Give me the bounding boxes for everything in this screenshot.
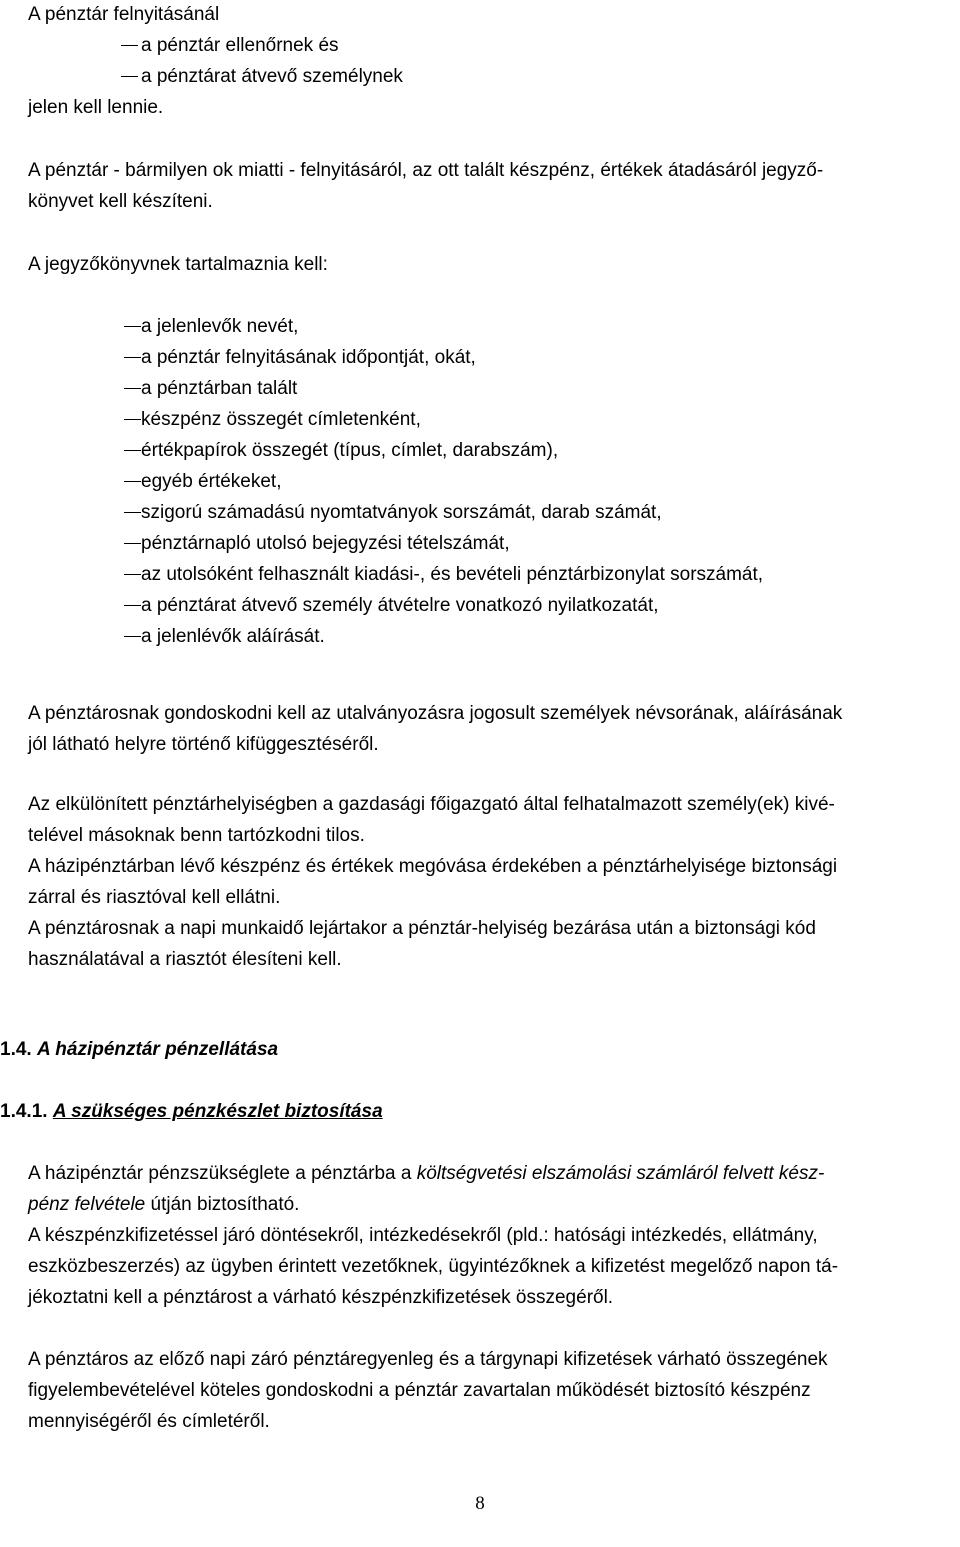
dash-icon bbox=[124, 326, 141, 327]
opening-title: A pénztár felnyitásánál bbox=[28, 4, 220, 25]
section-number: 1.4. bbox=[0, 1039, 32, 1060]
opening-item bbox=[28, 61, 932, 92]
list-item-text: a jelenlévők aláírását. bbox=[141, 626, 325, 647]
list-item bbox=[28, 311, 932, 342]
opening-closing: jelen kell lennie. bbox=[28, 97, 164, 118]
list-item bbox=[28, 590, 932, 621]
cashier-para-line: figyelembevételével köteles gondoskodni a pénztár zavartalan működését biztosító készpénz bbox=[28, 1380, 811, 1401]
dash-icon bbox=[121, 76, 138, 77]
section-heading-1-4 bbox=[0, 1034, 278, 1065]
opening-item-text: a pénztárat átvevő személynek bbox=[141, 66, 403, 87]
alarm-para-line: A pénztárosnak a napi munkaidő lejártakor a pénztár-helyiség bezárása után a biztonsági kód bbox=[28, 918, 816, 939]
supply-text: A házipénztár pénzszükséglete a pénztárba a bbox=[28, 1163, 417, 1184]
dash-icon bbox=[121, 45, 138, 46]
list-item-text: készpénz összegét címletenként, bbox=[141, 409, 421, 430]
minutes-para-line: könyvet kell készíteni. bbox=[28, 191, 213, 212]
dash-icon bbox=[124, 574, 141, 575]
contents-intro: A jegyzőkönyvnek tartalmaznia kell: bbox=[28, 254, 328, 275]
supply-para-line bbox=[28, 1189, 932, 1220]
dash-icon bbox=[124, 357, 141, 358]
section-number: 1.4.1. bbox=[0, 1101, 48, 1122]
list-item-text: a jelenlevők nevét, bbox=[141, 316, 299, 337]
dash-icon bbox=[124, 481, 141, 482]
signatures-para-line: A pénztárosnak gondoskodni kell az utalványozásra jogosult személyek névsorának, aláírásának bbox=[28, 703, 843, 724]
dash-icon bbox=[124, 636, 141, 637]
list-item-text: a pénztárban talált bbox=[141, 378, 298, 399]
payout-para-line: jékoztatni kell a pénztárost a várható készpénzkifizetések összegéről. bbox=[28, 1287, 614, 1308]
section-heading-1-4-1 bbox=[0, 1096, 383, 1127]
list-item bbox=[28, 404, 932, 435]
supply-text-italic: pénz felvétele bbox=[28, 1194, 146, 1215]
page-number: 8 bbox=[475, 1493, 485, 1514]
dash-icon bbox=[124, 388, 141, 389]
list-item bbox=[28, 373, 932, 404]
list-item bbox=[28, 528, 932, 559]
dash-icon bbox=[124, 605, 141, 606]
section-title: A házipénztár pénzellátása bbox=[36, 1039, 279, 1060]
opening-item bbox=[28, 30, 932, 61]
dash-icon bbox=[124, 543, 141, 544]
room-para-line: telével másoknak benn tartózkodni tilos. bbox=[28, 825, 365, 846]
list-item-text: pénztárnapló utolsó bejegyzési tételszámát, bbox=[141, 533, 510, 554]
supply-text: útján biztosítható. bbox=[145, 1194, 300, 1215]
list-item-text: egyéb értékeket, bbox=[141, 471, 282, 492]
room-para-line: Az elkülönített pénztárhelyiségben a gazdasági főigazgató által felhatalmazott személy(ek) kivé- bbox=[28, 794, 835, 815]
dash-icon bbox=[124, 450, 141, 451]
list-item bbox=[28, 559, 932, 590]
lock-para-line: A házipénztárban lévő készpénz és értékek megóvása érdekében a pénztárhelyisége biztonsági bbox=[28, 856, 838, 877]
list-item bbox=[28, 435, 932, 466]
list-item-text: a pénztárat átvevő személy átvételre vonatkozó nyilatkozatát, bbox=[141, 595, 659, 616]
list-item-text: szigorú számadású nyomtatványok sorszámát, darab számát, bbox=[141, 502, 662, 523]
list-item bbox=[28, 497, 932, 528]
supply-para-line bbox=[28, 1158, 932, 1189]
list-item-text: az utolsóként felhasznált kiadási-, és bevételi pénztárbizonylat sorszámát, bbox=[141, 564, 764, 585]
cashier-para-line: mennyiségéről és címletéről. bbox=[28, 1411, 270, 1432]
list-item bbox=[28, 621, 932, 652]
list-item bbox=[28, 466, 932, 497]
dash-icon bbox=[124, 419, 141, 420]
payout-para-line: A készpénzkifizetéssel járó döntésekről, intézkedésekről (pld.: hatósági intézkedés, ellátmány, bbox=[28, 1225, 818, 1246]
minutes-para-line: A pénztár - bármilyen ok miatti - felnyitásáról, az ott talált készpénz, értékek átadásáról jegyző- bbox=[28, 160, 824, 181]
payout-para-line: eszközbeszerzés) az ügyben érintett vezetőknek, ügyintézőknek a kifizetést megelőző napon tá- bbox=[28, 1256, 839, 1277]
section-title: A szükséges pénzkészlet biztosítása bbox=[52, 1101, 383, 1122]
cashier-para-line: A pénztáros az előző napi záró pénztáregyenleg és a tárgynapi kifizetések várható összegének bbox=[28, 1349, 828, 1370]
opening-item-text: a pénztár ellenőrnek és bbox=[141, 35, 339, 56]
list-item-text: a pénztár felnyitásának időpontját, okát, bbox=[141, 347, 476, 368]
signatures-para-line: jól látható helyre történő kifüggesztéséről. bbox=[28, 734, 379, 755]
contents-list bbox=[28, 311, 932, 652]
list-item bbox=[28, 342, 932, 373]
dash-icon bbox=[124, 512, 141, 513]
supply-text-italic: költségvetési elszámolási számláról felvett kész- bbox=[416, 1163, 825, 1184]
lock-para-line: zárral és riasztóval kell ellátni. bbox=[28, 887, 281, 908]
list-item-text: értékpapírok összegét (típus, címlet, darabszám), bbox=[141, 440, 559, 461]
alarm-para-line: használatával a riasztót élesíteni kell. bbox=[28, 949, 342, 970]
